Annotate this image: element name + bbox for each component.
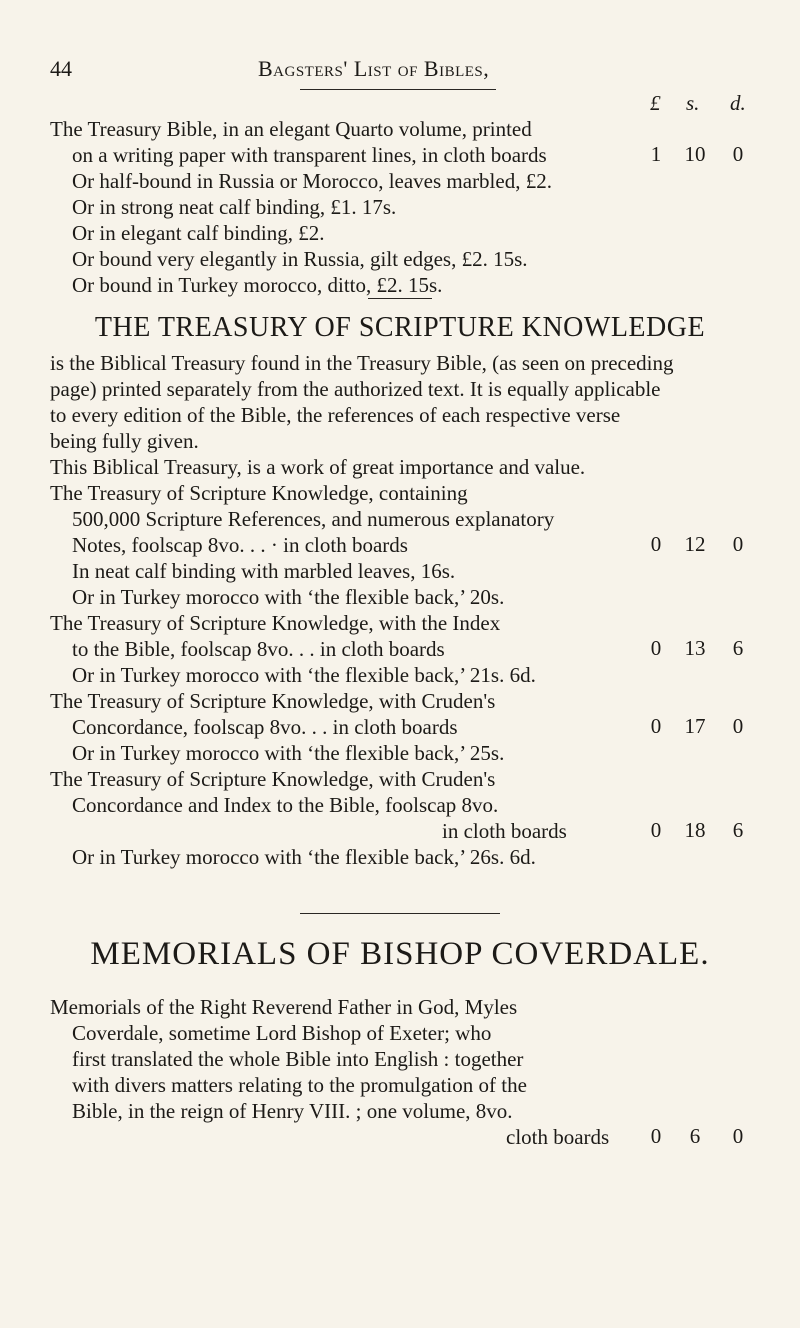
entry-line: to the Bible, foolscap 8vo. . . in cloth boards xyxy=(72,637,445,661)
price-pounds: 0 xyxy=(650,532,662,556)
entry-option: In neat calf binding with marbled leaves, 16s. xyxy=(72,559,456,583)
price-pence: 0 xyxy=(732,142,744,166)
entry-option: Or in Turkey morocco with ‘the flexible back,’ 20s. xyxy=(72,585,505,609)
price-pounds: 0 xyxy=(650,818,662,842)
coverdale-line: first translated the whole Bible into English : together xyxy=(72,1047,524,1071)
entry-line: Concordance, foolscap 8vo. . . in cloth boards xyxy=(72,715,458,739)
entry-line: The Treasury of Scripture Knowledge, with Cruden's xyxy=(50,767,496,791)
coverdale-line: Memorials of the Right Reverend Father in God, Myles xyxy=(50,995,518,1019)
coverdale-line: with divers matters relating to the promulgation of the xyxy=(72,1073,527,1097)
running-title: Bagsters' List of Bibles, xyxy=(258,56,490,81)
price-pence: 6 xyxy=(732,636,744,660)
entry-line: The Treasury of Scripture Knowledge, with the Index xyxy=(50,611,501,635)
coverdale-title: MEMORIALS OF BISHOP COVERDALE. xyxy=(90,936,710,972)
page-number: 44 xyxy=(50,56,72,81)
price-pounds: 0 xyxy=(650,714,662,738)
bible-option: Or in strong neat calf binding, £1. 17s. xyxy=(72,195,397,219)
header-rule xyxy=(300,89,496,90)
entry-line: Concordance and Index to the Bible, foolscap 8vo. xyxy=(72,793,499,817)
bible-option: Or half-bound in Russia or Morocco, leaves marbled, £2. xyxy=(72,169,552,193)
shillings-header: s. xyxy=(686,91,700,115)
entry-option: Or in Turkey morocco with ‘the flexible back,’ 21s. 6d. xyxy=(72,663,536,687)
price-pounds: 0 xyxy=(650,636,662,660)
entry-line: 500,000 Scripture References, and numerous explanatory xyxy=(72,507,555,531)
intro-line: is the Biblical Treasury found in the Treasury Bible, (as seen on preceding xyxy=(50,351,674,375)
section-rule xyxy=(300,913,500,914)
entry-line: The Treasury of Scripture Knowledge, containing xyxy=(50,481,468,505)
entry-line: Notes, foolscap 8vo. . . · in cloth boards xyxy=(72,533,408,557)
price-shillings: 6 xyxy=(689,1124,701,1148)
intro-line: page) printed separately from the authorized text. It is equally applicable xyxy=(50,377,661,401)
importance-line: This Biblical Treasury, is a work of great importance and value. xyxy=(50,455,586,479)
entry-line: in cloth boards xyxy=(442,819,567,843)
pounds-header: £ xyxy=(650,91,661,115)
price-pounds: 1 xyxy=(650,142,662,166)
entry-option: Or in Turkey morocco with ‘the flexible back,’ 26s. 6d. xyxy=(72,845,536,869)
coverdale-line: cloth boards xyxy=(506,1125,610,1149)
bible-option: Or in elegant calf binding, £2. xyxy=(72,221,325,245)
treasury-bible-line-2: on a writing paper with transparent lines, in cloth boards xyxy=(72,143,547,167)
price-pence: 0 xyxy=(732,532,744,556)
coverdale-line: Coverdale, sometime Lord Bishop of Exeter; who xyxy=(72,1021,492,1045)
section-title: THE TREASURY OF SCRIPTURE KNOWLEDGE xyxy=(94,312,706,343)
pence-header: d. xyxy=(730,91,746,115)
price-shillings: 10 xyxy=(684,142,706,166)
bible-option: Or bound very elegantly in Russia, gilt edges, £2. 15s. xyxy=(72,247,528,271)
entry-line: The Treasury of Scripture Knowledge, with Cruden's xyxy=(50,689,496,713)
price-shillings: 12 xyxy=(684,532,706,556)
price-shillings: 13 xyxy=(684,636,706,660)
price-pounds: 0 xyxy=(650,1124,662,1148)
price-pence: 0 xyxy=(732,1124,744,1148)
bible-option: Or bound in Turkey morocco, ditto, £2. 15s. xyxy=(72,273,443,297)
intro-line: to every edition of the Bible, the references of each respective verse xyxy=(50,403,621,427)
coverdale-line: Bible, in the reign of Henry VIII. ; one volume, 8vo. xyxy=(72,1099,513,1123)
entry-option: Or in Turkey morocco with ‘the flexible back,’ 25s. xyxy=(72,741,505,765)
intro-line: being fully given. xyxy=(50,429,199,453)
section-rule xyxy=(368,298,432,299)
price-shillings: 18 xyxy=(684,818,706,842)
price-shillings: 17 xyxy=(684,714,706,738)
price-pence: 0 xyxy=(732,714,744,738)
treasury-bible-line-1: The Treasury Bible, in an elegant Quarto volume, printed xyxy=(50,117,532,141)
price-pence: 6 xyxy=(732,818,744,842)
